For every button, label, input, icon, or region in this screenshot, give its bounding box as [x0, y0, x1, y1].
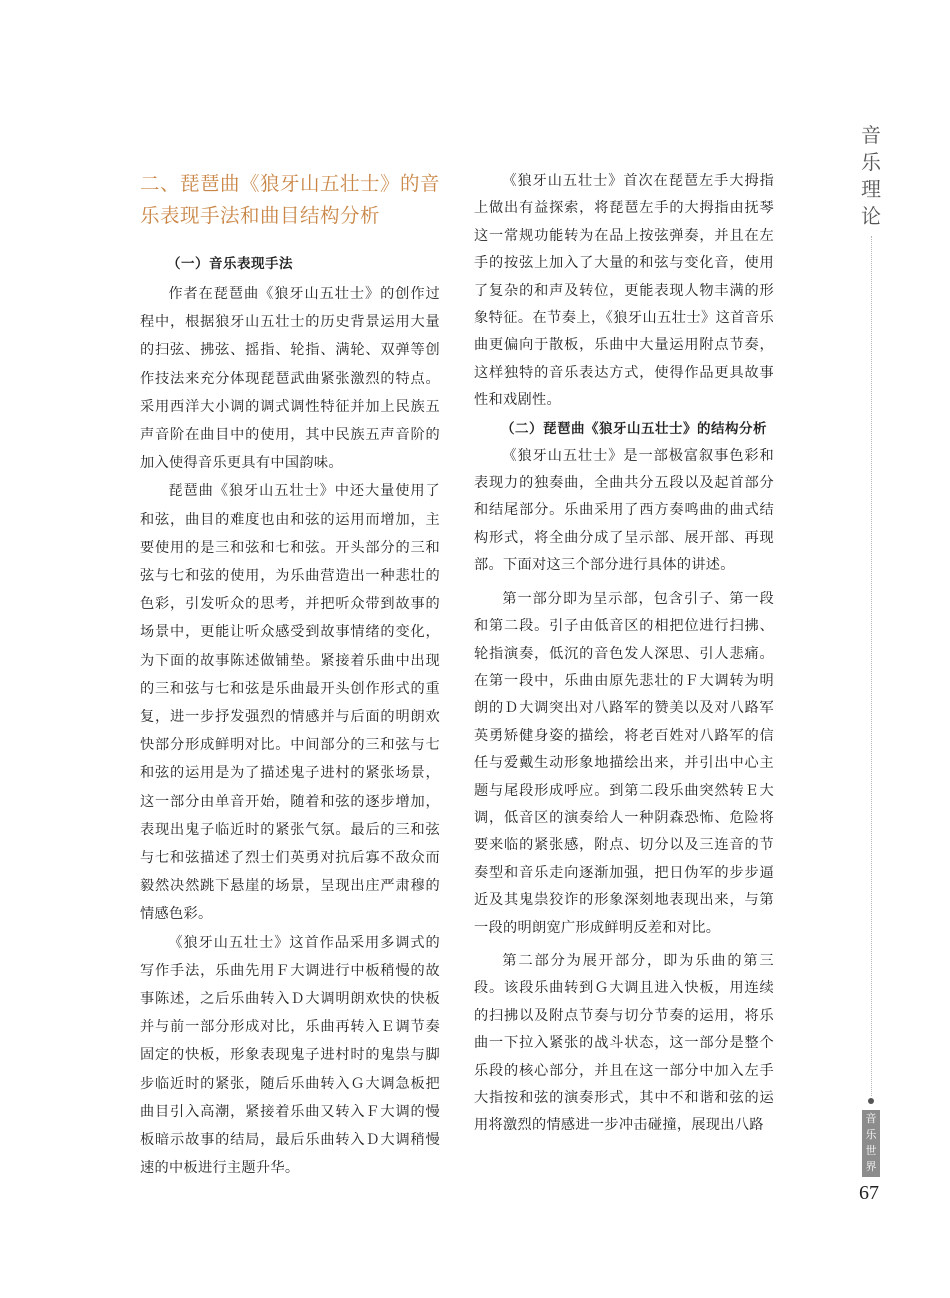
section-label-char: 音: [861, 123, 883, 147]
paragraph: 琵琶曲《狼牙山五壮士》中还大量使用了和弦，曲目的难度也由和弦的运用而增加，主要使用的是三和弦和七和弦。开头部分的三和弦与七和弦的使用，为乐曲营造出一种悲壮的色彩，引发听众的思考，并把听众带到故事的场景中，更能让听众感受到故事情绪的变化，为下面的故事陈述做铺垫。紧接着乐曲中出现的三和弦与七和弦是乐曲最开头创作形式的重复，进一步抒发强烈的情感并与后面的明朗欢快部分形成鲜明对比。中间部分的三和弦与七和弦的运用是为了描述鬼子进村的紧张场景，这一部分由单音开始，随着和弦的逐步增加，表现出鬼子临近时的紧张气氛。最后的三和弦与七和弦描述了烈士们英勇对抗后寡不敌众而毅然决然跳下悬崖的场景，呈现出庄严肃穆的情感色彩。: [140, 483, 440, 923]
paragraph: 第一部分即为呈示部，包含引子、第一段和第二段。引子由低音区的相把位进行扫拂、轮指演奏，低沉的音色发人深思、引人悲痛。在第一段中，乐曲由原先悲壮的Ｆ大调转为明朗的Ｄ大调突出对八路军的赞美以及对八路军英勇矫健身姿的描绘，将老百姓对八路军的信任与爱戴生动形象地描绘出来，并引出中心主题与尾段形成呼应。到第二段乐曲突然转Ｅ大调，低音区的演奏给人一种阴森恐怖、危险将要来临的紧张感，附点、切分以及三连音的节奏型和音乐走向逐渐加强，把日伪军的步步逼近及其鬼祟狡诈的形象深刻地表现出来，与第一段的明朗宽广形成鲜明反差和对比。: [474, 590, 774, 936]
bullet-dot-icon: [868, 1098, 874, 1104]
paragraph: 《狼牙山五壮士》是一部极富叙事色彩和表现力的独奏曲，全曲共分五段以及起首部分和结尾部分。乐曲采用了西方奏鸣曲的曲式结构形式，将全曲分成了呈示部、展开部、再现部。下面对这三个部分进行具体的讲述。: [474, 447, 774, 574]
subheading-expression-techniques: （一）音乐表现手法: [167, 256, 293, 272]
magazine-name-char: 乐: [865, 1128, 877, 1141]
section-label-char: 乐: [861, 150, 883, 174]
paragraph: 第二部分为展开部分，即为乐曲的第三段。该段乐曲转到Ｇ大调且进入快板，用连续的扫拂以及附点节奏与切分节奏的运用，将乐曲一下拉入紧张的战斗状态，这一部分是整个乐段的核心部分，并且在这一部分中加入左手大指按和弦的演奏形式，其中不和谐和弦的运用将激烈的情感进一步冲击碰撞，展现出八路: [474, 952, 774, 1134]
magazine-name-char: 世: [865, 1144, 877, 1157]
paragraph: 作者在琵琶曲《狼牙山五壮士》的创作过程中，根据狼牙山五壮士的历史背景运用大量的扫弦、拂弦、摇指、轮指、满轮、双弹等创作技法来充分体现琵琶武曲紧张激烈的特点。采用西洋大小调的调式调性特征并加上民族五声音阶在曲目中的使用，其中民族五声音阶的加入使得音乐更具有中国韵味。: [140, 286, 440, 472]
magazine-name-char: 界: [865, 1160, 877, 1173]
paragraph: 《狼牙山五壮士》这首作品采用多调式的写作手法，乐曲先用Ｆ大调进行中板稍慢的故事陈述，之后乐曲转入Ｄ大调明朗欢快的快板并与前一部分形成对比，乐曲再转入Ｅ调节奏固定的快板，形象表现鬼子进村时的鬼祟与脚步临近时的紧张，随后乐曲转入Ｇ大调急板把曲目引入高潮，紧接着乐曲又转入Ｆ大调的慢板暗示故事的结局，最后乐曲转入Ｄ大调稍慢速的中板进行主题升华。: [140, 934, 440, 1177]
page-number: 67: [859, 1182, 879, 1204]
left-column: [140, 168, 440, 1183]
section-label-char: 理: [861, 177, 883, 201]
subheading-structure-analysis: （二）琵琶曲《狼牙山五壮士》的结构分析: [501, 420, 767, 437]
sidebar-divider: [871, 236, 872, 1096]
section-label: [852, 122, 892, 230]
magazine-name-char: 音: [865, 1112, 877, 1125]
paragraph: 《狼牙山五壮士》首次在琵琶左手大拇指上做出有益探索，将琵琶左手的大拇指由抚琴这一常规功能转为在品上按弦弹奏，并且在左手的按弦上加入了大量的和弦与变化音，使用了复杂的和声及转位，更能表现人物丰满的形象特征。在节奏上，《狼牙山五壮士》这首音乐曲更偏向于散板，乐曲中大量运用附点节奏，这样独特的音乐表达方式，使得作品更具故事性和戏剧性。: [474, 173, 774, 409]
section-title: 二、琵琶曲《狼牙山五壮士》的音乐表现手法和曲目结构分析: [140, 172, 441, 227]
magazine-name-tag: [862, 1110, 880, 1177]
section-label-char: 论: [861, 204, 883, 228]
right-column: [474, 168, 774, 1140]
